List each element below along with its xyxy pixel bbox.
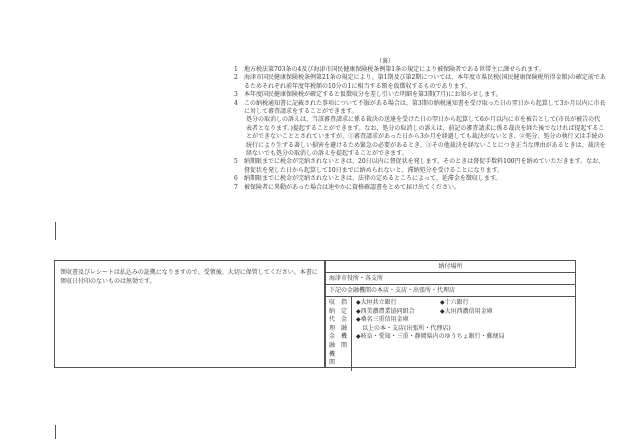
- payment-place-financial: 下記の金融機関の本店・支店・出張所・代理店: [326, 285, 575, 297]
- bank-row: ◆西美濃農業協同組合 ◆大垣西濃信用金庫: [356, 307, 493, 315]
- bank-row: 以上の本・支店(出張所・代理店): [356, 324, 451, 332]
- note-6: 6 納期限までに税金が完納されないときは、法律の定めるところによって、延滞金を徴収します。: [234, 175, 502, 183]
- note-4: 4 この納税通知書に記載された事項について不服がある場合は、第3期の納税通知書を受け取った日の翌日から起算して3か月以内に市長に対して審査請求をすることができます。: [234, 99, 606, 116]
- bank-row: ◆岐阜・愛知・三重・静岡県内のゆうちょ銀行・郵便局: [356, 333, 505, 341]
- page-heading: （裏）: [376, 58, 395, 65]
- note-1: 1 地方税法第703条の4及び海津市国民健康保険税条例第1条の規定により被保険者である世帯主に課せられます。: [234, 66, 545, 73]
- label-column-1: 収 納 代 理 金 融 機 関: [328, 299, 335, 367]
- payment-places-title: 納付場所: [326, 261, 575, 273]
- bank-row: ◆桑名三重信用金庫: [356, 316, 409, 324]
- payment-place-city-office: 海津市役所・各支所: [326, 273, 575, 285]
- institution-label: [326, 297, 352, 371]
- vertical-line-bottom: [55, 425, 56, 439]
- note-7: 7 被保険者に異動があった場合は速やかに資格確認書をとめて届け出てください。: [234, 183, 460, 191]
- receipt-notice-box: [54, 260, 325, 368]
- note-3: 3 本年度国民健康保険税が確定すると仮徴収分を差し引いた明細を第3期(7月)にお知らせします。: [234, 91, 502, 99]
- label-column-2: 指 定 金 融 機 関: [340, 299, 347, 349]
- bank-row: ◆大垣共立銀行 ◆十六銀行: [356, 299, 469, 306]
- payment-institutions: [326, 297, 575, 371]
- receipt-notice-text: 領収書及びレシートは払込みの証拠になりますので、受領後、大切に保管してください。本書に領収日付印のないものは無効です。: [60, 269, 318, 285]
- appeal-paragraph: 処分の取消しの訴えは、当該審査請求に係る裁決の送達を受けた日の翌日から起算して6か月以内に市を被告として(市長が被告の代表者となります。)提起することができます。なお、処分の取消しの訴えは、前記の審査請求に係る裁決を経た後でなければ提起することができないこととされていますが、①審査請求があった日から3か月を経過しても裁決がないとき、②処分、処分の執行又は手続の続行により生ずる著しい損害を避けるため緊急の必要があるとき、③その他裁決を経ないことにつき正当な理由があるときは、裁決を経ないでも処分の取消しの訴えを提起することができます。: [246, 116, 606, 158]
- note-2: 2 海津市国民健康保険税条例第21条の規定により、第1期及び第2期については、本年度市県民税(国民健康保険税所得金額)の確定前であるためそれぞれ前年度年税額の10分の1に相当する額を仮徴収するものであります。: [234, 74, 606, 90]
- note-5: 5 納期限までに税金が完納されないときは、20日以内に督促状を発します。そのときは督促手数料100円を納めていただきます。なお、督促状を発した日から起算して10日までに納められないと、滞納処分を受けることになります。: [234, 158, 605, 174]
- bank-list: [352, 297, 575, 371]
- payment-places-box: [325, 260, 576, 368]
- vertical-line-top: [55, 222, 56, 240]
- notes-section: [234, 66, 606, 192]
